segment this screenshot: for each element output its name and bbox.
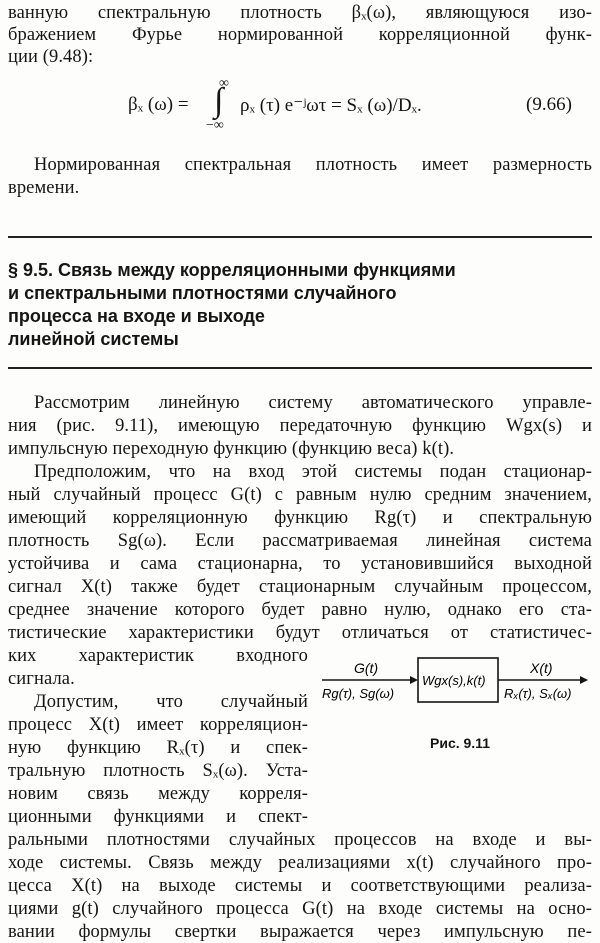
- text-line: импульсную переходную функцию (функцию веса) k(t).: [8, 439, 455, 459]
- output-arrowhead: [580, 676, 588, 684]
- text-line: среднее значение которого будет равно нулю, однако его ста-: [8, 600, 592, 620]
- text-line: Предположим, что на вход этой системы подан стационар-: [34, 462, 592, 482]
- text-line: тистические характеристики будут отличаться от статистичес-: [8, 623, 592, 643]
- section-heading-line: линейной системы: [8, 329, 179, 349]
- integral-lower-limit: −∞: [206, 118, 224, 133]
- text-line: ционными функциями и спект-: [8, 807, 308, 827]
- text-line: цесса X(t) на выходе системы и соответствующими реализа-: [8, 876, 592, 896]
- text-line: ванную спектральную плотность βₓ(ω), являющуюся изо-: [8, 3, 592, 23]
- text-line: ких характеристик входного: [8, 646, 308, 666]
- text-line: времени.: [8, 178, 80, 198]
- input-signal-label: G(t): [354, 660, 379, 676]
- text-line: ния (рис. 9.11), имеющую передаточную функцию Wgx(s) и: [8, 416, 592, 436]
- section-heading-line: и спектральными плотностями случайного: [8, 283, 397, 303]
- figure-caption: Рис. 9.11: [430, 735, 490, 751]
- integral-upper-limit: ∞: [219, 76, 229, 91]
- formula-rhs: ρₓ (τ) e⁻ʲωτ = Sₓ (ω)/Dₓ.: [240, 95, 422, 116]
- section-heading-line: процесса на входе и выходе: [8, 306, 265, 326]
- section-rule-top: [8, 236, 592, 238]
- text-line: плотность Sg(ω). Если рассматриваемая линейная система: [8, 531, 592, 551]
- output-characteristics-label: Rₓ(τ), Sₓ(ω): [504, 686, 572, 701]
- input-characteristics-label: Rg(τ), Sg(ω): [322, 686, 395, 701]
- output-signal-label: X(t): [530, 660, 553, 676]
- text-line: циями g(t) случайного процесса G(t) на входе системы на осно-: [8, 899, 592, 919]
- text-line: Нормированная спектральная плотность имеет размерность: [34, 155, 592, 175]
- text-line: ный случайный процесс G(t) с равным нулю средним значением,: [8, 485, 592, 505]
- integral-sign: ∫: [214, 82, 224, 119]
- text-line: бражением Фурье нормированной корреляционной функ-: [8, 25, 592, 45]
- text-line: процесс X(t) имеет корреляцион-: [8, 715, 308, 735]
- text-line: ную функцию Rₓ(τ) и спек-: [8, 738, 308, 758]
- input-arrowhead: [410, 676, 418, 684]
- text-line: вании формулы свертки выражается через импульсную пе-: [8, 922, 592, 942]
- text-line: новим связь между корреля-: [8, 784, 308, 804]
- text-line: сигнала.: [8, 669, 75, 689]
- text-line: ходе системы. Связь между реализациями x(t) случайного про-: [8, 853, 592, 873]
- text-line: сигнал X(t) также будет стационарным случайным процессом,: [8, 577, 592, 597]
- text-line: Допустим, что случайный: [34, 692, 308, 712]
- transfer-function-label: Wgx(s),k(t): [422, 673, 486, 688]
- text-line: ральными плотностями случайных процессов на входе и вы-: [8, 830, 592, 850]
- text-line: имеющий корреляционную функцию Rg(τ) и спектральную: [8, 508, 592, 528]
- formula-lhs: βₓ (ω) =: [128, 94, 189, 115]
- text-line: Рассмотрим линейную систему автоматического управле-: [34, 393, 592, 413]
- equation-9-66: [0, 78, 600, 138]
- text-line: ции (9.48):: [8, 47, 94, 67]
- text-line: тральную плотность Sₓ(ω). Уста-: [8, 761, 308, 781]
- equation-number: (9.66): [526, 94, 572, 115]
- section-rule-bottom: [8, 367, 592, 369]
- text-line: устойчива и сама стационарна, то установившийся выходной: [8, 554, 592, 574]
- block-diagram: [318, 640, 598, 730]
- section-heading-line: § 9.5. Связь между корреляционными функциями: [8, 260, 456, 280]
